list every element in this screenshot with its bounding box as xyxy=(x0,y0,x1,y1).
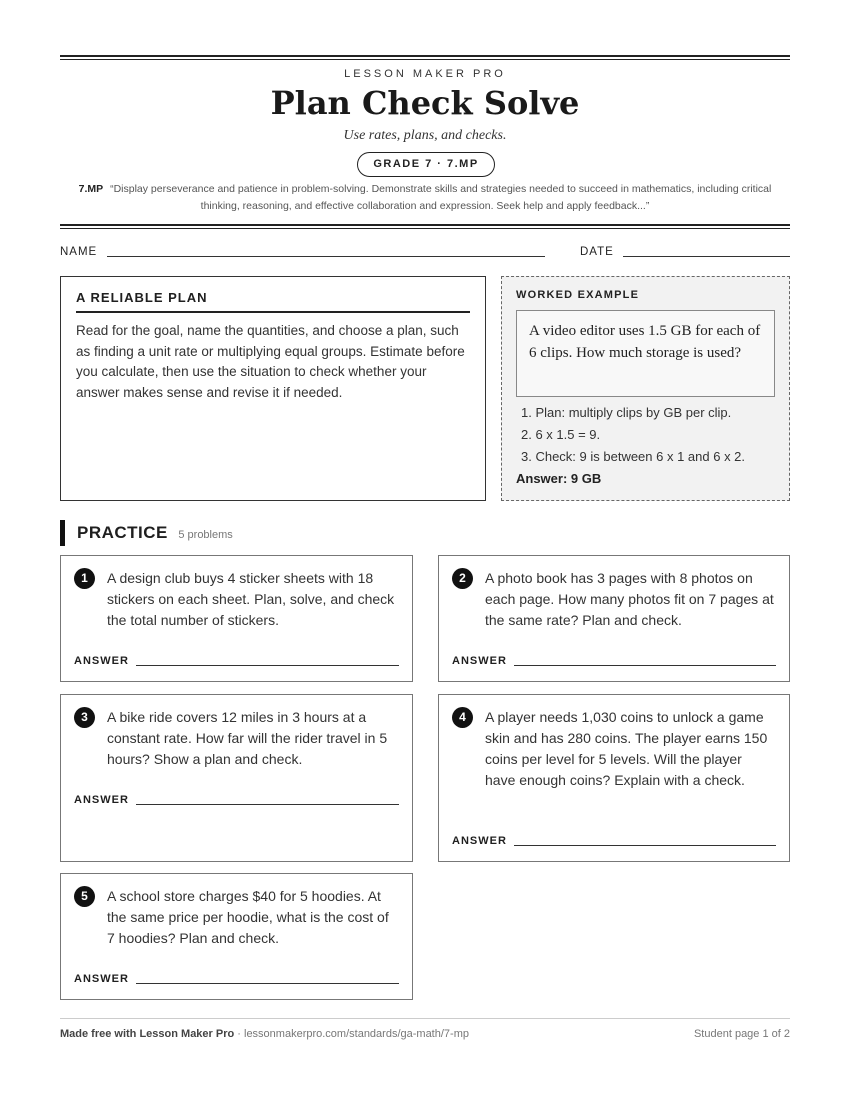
answer-field[interactable] xyxy=(136,804,399,805)
answer-field[interactable] xyxy=(136,665,399,666)
footer-page-number: Student page 1 of 2 xyxy=(693,1028,790,1040)
date-field[interactable] xyxy=(623,256,790,257)
student-info-row xyxy=(60,246,790,260)
problem-text: A school store charges $40 for 5 hoodies. At the same price per hoodie, what is the cost of 7 hoodies? Plan and check. xyxy=(107,888,389,946)
answer-field[interactable] xyxy=(136,983,399,984)
answer-row xyxy=(452,835,776,847)
header-divider xyxy=(60,224,790,229)
problem-number: 3 xyxy=(74,707,95,728)
answer-row xyxy=(452,655,776,667)
answer-field[interactable] xyxy=(514,845,776,846)
problem-text: A player needs 1,030 coins to unlock a game skin and has 280 coins. The player earns 150 coins per level for 5 levels. Will the player have enough coins? Explain with a check. xyxy=(485,709,768,788)
standard-text: “Display perseverance and patience in problem-solving. Demonstrate skills and strategies needed to succeed in mathematics, including critical thinking, reasoning, and effective collaboration and expression. Seek help and apply feedback...” xyxy=(110,183,772,212)
problem-number: 5 xyxy=(74,886,95,907)
standard-description xyxy=(60,181,790,215)
problem-card xyxy=(60,555,413,682)
problem-card xyxy=(60,873,413,1000)
footer-url[interactable]: · lessonmakerpro.com/standards/ga-math/7-mp xyxy=(234,1028,469,1040)
top-divider xyxy=(60,55,790,60)
standard-code: 7.MP xyxy=(78,183,104,195)
date-label: DATE xyxy=(580,246,614,258)
worked-example-box xyxy=(501,276,790,501)
problem-card xyxy=(438,694,790,862)
worked-step: 2. 6 x 1.5 = 9. xyxy=(521,427,601,442)
brand-name: LESSON MAKER PRO xyxy=(344,68,506,80)
plan-text: Read for the goal, name the quantities, and choose a plan, such as finding a unit rate or multiplying equal groups. Estimate before you calculate, then use the situation to check whether your answer makes sense and revise it if needed. xyxy=(76,323,465,400)
answer-label: ANSWER xyxy=(74,794,129,806)
footer-made-with: Made free with Lesson Maker Pro xyxy=(60,1028,235,1040)
answer-field[interactable] xyxy=(514,665,776,666)
page-subtitle: Use rates, plans, and checks. xyxy=(343,128,507,143)
practice-title: PRACTICE xyxy=(77,523,168,542)
problem-card xyxy=(438,555,790,682)
plan-title: A RELIABLE PLAN xyxy=(76,290,470,313)
page-footer xyxy=(60,1018,790,1040)
worked-step: 1. Plan: multiply clips by GB per clip. xyxy=(521,405,732,420)
worked-example-question: A video editor uses 1.5 GB for each of 6 clips. How much storage is used? xyxy=(516,310,775,397)
practice-header xyxy=(60,520,233,546)
answer-row xyxy=(74,973,399,985)
answer-label: ANSWER xyxy=(452,835,507,847)
problem-text: A design club buys 4 sticker sheets with 18 stickers on each sheet. Plan, solve, and check the total number of stickers. xyxy=(107,570,395,628)
worked-step: 3. Check: 9 is between 6 x 1 and 6 x 2. xyxy=(521,449,746,464)
problem-number: 1 xyxy=(74,568,95,589)
page-title: Plan Check Solve xyxy=(270,84,580,122)
answer-row xyxy=(74,794,399,806)
problem-text: A bike ride covers 12 miles in 3 hours at a constant rate. How far will the rider travel in 5 hours? Show a plan and check. xyxy=(107,709,388,767)
reliable-plan-box xyxy=(60,276,486,501)
practice-count: 5 problems xyxy=(178,529,233,541)
worked-example-steps xyxy=(521,402,775,468)
problem-number: 2 xyxy=(452,568,473,589)
worked-example-answer: Answer: 9 GB xyxy=(516,471,602,486)
problem-number: 4 xyxy=(452,707,473,728)
answer-row xyxy=(74,655,399,667)
answer-label: ANSWER xyxy=(74,655,129,667)
answer-label: ANSWER xyxy=(74,973,129,985)
problem-text: A photo book has 3 pages with 8 photos on each page. How many photos fit on 7 pages at the same rate? Plan and check. xyxy=(485,570,774,628)
name-field[interactable] xyxy=(107,256,545,257)
grade-badge: GRADE 7 · 7.MP xyxy=(357,152,495,177)
answer-label: ANSWER xyxy=(452,655,507,667)
problem-card xyxy=(60,694,413,862)
worked-example-title: WORKED EXAMPLE xyxy=(516,289,640,301)
worksheet-page xyxy=(60,0,790,1100)
name-label: NAME xyxy=(60,246,98,258)
